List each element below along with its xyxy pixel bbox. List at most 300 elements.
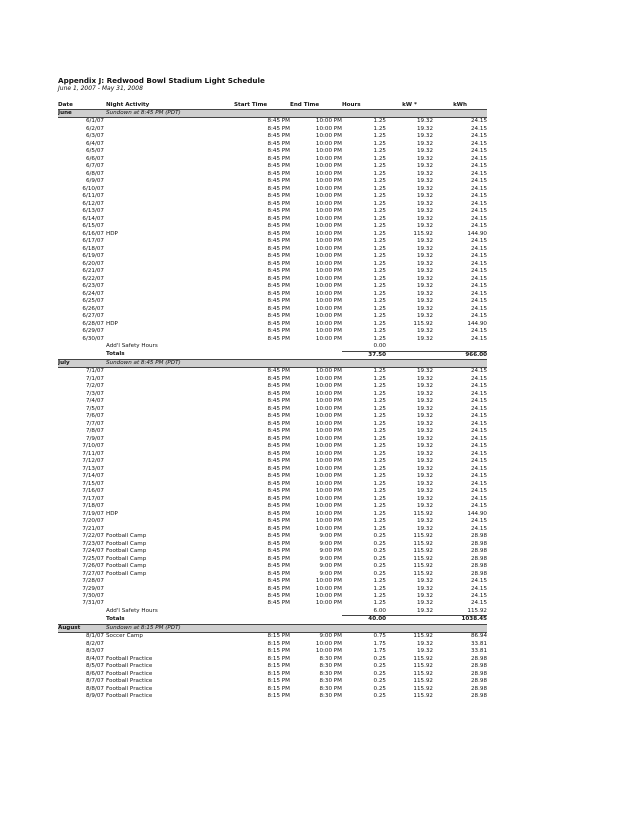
end-time-cell: 10:00 PM <box>315 585 342 592</box>
activity-cell <box>106 436 234 443</box>
totals-label: Totals <box>106 616 125 623</box>
hours-cell: 1.25 <box>373 420 386 427</box>
start-time-cell: 8:45 PM <box>267 585 290 592</box>
end-time-cell: 10:00 PM <box>315 208 342 215</box>
kw-cell: 19.32 <box>416 305 433 312</box>
activity-cell <box>106 578 234 585</box>
kwh-cell: 24.15 <box>470 600 487 607</box>
end-time-cell: 10:00 PM <box>315 298 342 305</box>
kw-cell: 115.92 <box>413 540 433 547</box>
table-row <box>58 466 487 473</box>
start-time-cell: 8:45 PM <box>267 413 290 420</box>
end-time-cell: 10:00 PM <box>315 313 342 320</box>
end-time-cell: 10:00 PM <box>315 420 342 427</box>
kwh-cell: 24.15 <box>470 155 487 162</box>
hours-cell: 1.25 <box>373 328 386 335</box>
end-time-cell: 10:00 PM <box>315 223 342 230</box>
table-row <box>58 578 487 585</box>
activity-cell <box>106 406 234 413</box>
activity-cell: Football Camp <box>106 555 147 562</box>
activity-cell <box>106 473 234 480</box>
start-time-cell: 8:45 PM <box>267 510 290 517</box>
table-row <box>58 663 487 670</box>
date-cell: 6/28/07 <box>82 320 104 327</box>
kwh-cell: 24.15 <box>470 420 487 427</box>
end-time-cell: 10:00 PM <box>315 260 342 267</box>
table-row <box>58 436 487 443</box>
kw-cell: 19.32 <box>416 163 433 170</box>
kwh-cell: 24.15 <box>470 238 487 245</box>
kwh-cell: 24.15 <box>470 125 487 132</box>
date-cell: 7/3/07 <box>85 390 104 397</box>
activity-cell <box>106 223 234 230</box>
hours-cell: 1.25 <box>373 525 386 532</box>
start-time-cell: 8:45 PM <box>267 533 290 540</box>
kwh-cell: 144.90 <box>467 230 487 237</box>
hours-cell: 1.25 <box>373 245 386 252</box>
table-row <box>58 223 487 230</box>
table-row <box>58 541 487 548</box>
activity-cell <box>106 156 234 163</box>
hours-cell: 0.00 <box>373 343 386 350</box>
activity-cell <box>106 593 234 600</box>
date-cell: 6/11/07 <box>82 193 104 200</box>
end-time-cell: 10:00 PM <box>315 518 342 525</box>
activity-cell <box>106 283 234 290</box>
kw-cell: 19.32 <box>416 170 433 177</box>
kw-cell: 19.32 <box>416 223 433 230</box>
kwh-cell: 24.15 <box>470 170 487 177</box>
hours-cell: 1.25 <box>373 368 386 375</box>
start-time-cell: 8:15 PM <box>267 670 290 677</box>
date-cell: 6/25/07 <box>82 298 104 305</box>
table-row <box>58 421 487 428</box>
table-row <box>58 313 487 320</box>
kw-cell: 19.32 <box>416 133 433 140</box>
kw-cell: 19.32 <box>416 290 433 297</box>
kw-cell: 19.32 <box>416 413 433 420</box>
table-row <box>58 383 487 390</box>
hours-cell: 1.25 <box>373 428 386 435</box>
date-cell: 7/27/07 <box>82 570 104 577</box>
totals-kwh: 966.00 <box>433 351 487 359</box>
hours-cell: 0.25 <box>373 663 386 670</box>
kwh-cell: 24.15 <box>470 368 487 375</box>
table-row <box>58 678 487 685</box>
date-cell: 7/24/07 <box>82 548 104 555</box>
table-row <box>58 428 487 435</box>
start-time-cell: 8:45 PM <box>267 245 290 252</box>
hours-cell: 1.25 <box>373 163 386 170</box>
table-row <box>58 686 487 693</box>
date-cell: 6/20/07 <box>82 260 104 267</box>
table-row <box>58 633 487 641</box>
activity-cell <box>106 238 234 245</box>
end-time-cell: 10:00 PM <box>315 503 342 510</box>
kw-cell: 19.32 <box>416 208 433 215</box>
table-row <box>58 451 487 458</box>
activity-cell <box>106 268 234 275</box>
end-time-cell: 10:00 PM <box>315 435 342 442</box>
kw-cell: 115.92 <box>413 510 433 517</box>
kw-cell: 19.32 <box>416 648 433 655</box>
end-time-cell: 10:00 PM <box>315 383 342 390</box>
end-time-cell: 10:00 PM <box>315 290 342 297</box>
hours-cell: 1.25 <box>373 405 386 412</box>
end-time-cell: 10:00 PM <box>315 185 342 192</box>
hours-cell: 1.25 <box>373 375 386 382</box>
start-time-cell: 8:45 PM <box>267 578 290 585</box>
start-time-cell <box>234 343 290 351</box>
activity-cell <box>106 163 234 170</box>
table-row <box>58 368 487 376</box>
start-time-cell: 8:45 PM <box>267 428 290 435</box>
kw-cell: 115.92 <box>413 570 433 577</box>
start-time-cell: 8:45 PM <box>267 450 290 457</box>
kwh-cell: 24.15 <box>470 283 487 290</box>
hours-cell: 0.25 <box>373 555 386 562</box>
table-row <box>58 503 487 510</box>
table-row <box>58 458 487 465</box>
activity-cell <box>106 148 234 155</box>
hours-cell: 1.25 <box>373 313 386 320</box>
end-time-cell: 10:00 PM <box>315 163 342 170</box>
hours-cell: 1.25 <box>373 480 386 487</box>
totals-row <box>58 616 487 624</box>
end-time-cell: 10:00 PM <box>315 390 342 397</box>
activity-cell: Football Camp <box>106 533 147 540</box>
end-time-cell: 10:00 PM <box>315 155 342 162</box>
kw-cell: 19.32 <box>416 238 433 245</box>
activity-cell: Football Practice <box>106 685 153 692</box>
kwh-cell: 24.15 <box>470 260 487 267</box>
kw-cell: 115.92 <box>413 633 433 640</box>
end-time-cell: 10:00 PM <box>315 140 342 147</box>
start-time-cell: 8:15 PM <box>267 685 290 692</box>
activity-cell <box>106 496 234 503</box>
date-cell: 6/5/07 <box>85 148 104 155</box>
table-row <box>58 518 487 525</box>
hours-cell: 1.25 <box>373 260 386 267</box>
table-row <box>58 268 487 275</box>
kwh-cell: 28.98 <box>470 678 487 685</box>
kw-cell: 19.32 <box>416 245 433 252</box>
table-row <box>58 253 487 260</box>
hours-cell: 1.25 <box>373 283 386 290</box>
kwh-cell: 24.15 <box>470 305 487 312</box>
kw-cell: 115.92 <box>413 693 433 700</box>
kwh-cell: 24.15 <box>470 518 487 525</box>
kwh-cell: 28.98 <box>470 693 487 700</box>
start-time-cell: 8:15 PM <box>267 648 290 655</box>
start-time-cell: 8:45 PM <box>267 495 290 502</box>
kw-cell: 115.92 <box>413 533 433 540</box>
start-time-cell <box>234 608 290 616</box>
date-cell: 7/8/07 <box>85 428 104 435</box>
date-cell: 8/3/07 <box>85 648 104 655</box>
hours-cell: 0.25 <box>373 685 386 692</box>
hours-cell: 0.25 <box>373 570 386 577</box>
kw-cell: 19.32 <box>416 518 433 525</box>
activity-cell <box>106 383 234 390</box>
start-time-cell: 8:45 PM <box>267 260 290 267</box>
table-row <box>58 201 487 208</box>
end-time-cell: 10:00 PM <box>315 443 342 450</box>
kw-cell: 115.92 <box>413 555 433 562</box>
hours-cell: 1.25 <box>373 223 386 230</box>
table-row <box>58 563 487 570</box>
activity-cell <box>106 306 234 313</box>
kw-cell: 19.32 <box>416 593 433 599</box>
date-cell: 6/4/07 <box>85 140 104 147</box>
activity-cell: Football Camp <box>106 548 147 555</box>
activity-cell <box>106 503 234 510</box>
section-month: June <box>58 110 106 118</box>
date-cell: 6/19/07 <box>82 253 104 260</box>
kw-cell: 115.92 <box>413 655 433 662</box>
date-cell: 7/18/07 <box>82 503 104 510</box>
kwh-cell: 28.98 <box>470 555 487 562</box>
kwh-cell: 24.15 <box>470 405 487 412</box>
hours-cell: 1.25 <box>373 193 386 200</box>
date-cell: 6/16/07 <box>82 230 104 237</box>
end-time-cell: 10:00 PM <box>315 215 342 222</box>
date-cell: 7/7/07 <box>85 420 104 427</box>
table-row <box>58 488 487 495</box>
start-time-cell: 8:45 PM <box>267 118 290 125</box>
end-time-cell: 9:00 PM <box>319 633 342 640</box>
activity-cell: Add'l Safety Hours <box>106 343 158 350</box>
start-time-cell: 8:15 PM <box>267 640 290 647</box>
date-cell: 7/25/07 <box>82 555 104 562</box>
kw-cell: 19.32 <box>416 443 433 450</box>
date-cell: 6/21/07 <box>82 268 104 275</box>
hours-cell: 1.25 <box>373 495 386 502</box>
totals-hours: 40.00 <box>342 616 386 624</box>
table-row <box>58 126 487 133</box>
activity-cell: HDP <box>106 510 118 517</box>
kw-cell: 19.32 <box>416 155 433 162</box>
hours-cell: 0.25 <box>373 533 386 540</box>
kw-cell: 19.32 <box>416 313 433 320</box>
activity-cell: Soccer Camp <box>106 633 143 640</box>
kwh-cell: 24.15 <box>470 375 487 382</box>
end-time-cell: 10:00 PM <box>315 170 342 177</box>
hours-cell: 1.25 <box>373 488 386 495</box>
hours-cell: 1.25 <box>373 443 386 450</box>
activity-cell <box>106 216 234 223</box>
hours-cell: 1.25 <box>373 473 386 480</box>
hours-cell: 0.25 <box>373 548 386 555</box>
end-time-cell: 10:00 PM <box>315 253 342 260</box>
end-time-cell <box>290 608 342 616</box>
kwh-cell: 24.15 <box>470 585 487 592</box>
activity-cell: Football Camp <box>106 563 147 570</box>
hours-cell: 0.25 <box>373 655 386 662</box>
kwh-cell: 144.90 <box>467 510 487 517</box>
table-row <box>58 186 487 193</box>
table-row <box>58 231 487 238</box>
activity-cell <box>106 641 234 648</box>
kwh-cell: 86.94 <box>470 633 487 640</box>
kwh-cell: 24.15 <box>470 525 487 532</box>
column-header-activity: Night Activity <box>106 101 234 110</box>
start-time-cell: 8:45 PM <box>267 405 290 412</box>
kw-cell: 115.92 <box>413 663 433 670</box>
table-row <box>58 246 487 253</box>
date-cell: 7/12/07 <box>82 458 104 465</box>
kwh-cell <box>433 343 487 351</box>
start-time-cell: 8:45 PM <box>267 140 290 147</box>
activity-cell <box>106 368 234 376</box>
start-time-cell: 8:45 PM <box>267 133 290 140</box>
date-cell: 7/2/07 <box>85 383 104 390</box>
kw-cell: 19.32 <box>416 148 433 155</box>
start-time-cell: 8:45 PM <box>267 148 290 155</box>
kwh-cell: 28.98 <box>470 540 487 547</box>
date-cell: 8/1/07 <box>85 633 104 640</box>
kw-cell: 19.32 <box>416 585 433 592</box>
column-header-start-time: Start Time <box>234 101 290 110</box>
end-time-cell: 10:00 PM <box>315 578 342 585</box>
activity-cell <box>106 201 234 208</box>
kw-cell: 19.32 <box>416 390 433 397</box>
activity-cell <box>106 481 234 488</box>
start-time-cell: 8:15 PM <box>267 693 290 700</box>
kwh-cell: 24.15 <box>470 480 487 487</box>
empty-cell <box>386 351 433 359</box>
end-time-cell: 10:00 PM <box>315 268 342 275</box>
end-time-cell: 10:00 PM <box>315 405 342 412</box>
kw-cell: 19.32 <box>416 465 433 472</box>
kw-cell: 19.32 <box>416 260 433 267</box>
end-time-cell: 10:00 PM <box>315 368 342 375</box>
kw-cell: 19.32 <box>416 178 433 185</box>
end-time-cell: 10:00 PM <box>315 320 342 327</box>
start-time-cell: 8:45 PM <box>267 320 290 327</box>
kwh-cell: 24.15 <box>470 148 487 155</box>
hours-cell: 0.25 <box>373 670 386 677</box>
date-cell: 6/6/07 <box>85 155 104 162</box>
end-time-cell: 10:00 PM <box>315 510 342 517</box>
table-row <box>58 133 487 140</box>
table-row <box>58 600 487 607</box>
table-row <box>58 586 487 593</box>
kw-cell: 19.32 <box>416 578 433 585</box>
activity-cell <box>106 458 234 465</box>
kwh-cell: 24.15 <box>470 133 487 140</box>
end-time-cell: 10:00 PM <box>315 398 342 405</box>
kw-cell: 115.92 <box>413 320 433 327</box>
date-cell: 7/28/07 <box>82 578 104 585</box>
end-time-cell: 10:00 PM <box>315 375 342 382</box>
section-header-row <box>58 359 487 367</box>
date-cell: 6/2/07 <box>85 125 104 132</box>
start-time-cell: 8:45 PM <box>267 548 290 555</box>
activity-cell: HDP <box>106 320 118 327</box>
kwh-cell: 28.98 <box>470 655 487 662</box>
date-cell: 6/7/07 <box>85 163 104 170</box>
activity-cell <box>106 171 234 178</box>
end-time-cell: 10:00 PM <box>315 488 342 495</box>
hours-cell: 1.25 <box>373 585 386 592</box>
date-cell: 8/6/07 <box>85 670 104 677</box>
column-header-kw: kW * <box>386 101 433 110</box>
kwh-cell: 24.15 <box>470 275 487 282</box>
kwh-cell: 28.98 <box>470 663 487 670</box>
table-row <box>58 118 487 126</box>
end-time-cell: 10:00 PM <box>315 328 342 335</box>
empty-cell <box>290 616 342 624</box>
activity-cell <box>106 328 234 335</box>
start-time-cell: 8:45 PM <box>267 435 290 442</box>
table-row <box>58 306 487 313</box>
kw-cell: 19.32 <box>416 420 433 427</box>
date-cell: 6/17/07 <box>82 238 104 245</box>
hours-cell: 1.25 <box>373 435 386 442</box>
start-time-cell: 8:45 PM <box>267 600 290 607</box>
start-time-cell: 8:45 PM <box>267 503 290 510</box>
empty-cell <box>234 351 290 359</box>
end-time-cell: 10:00 PM <box>315 238 342 245</box>
date-cell: 6/29/07 <box>82 328 104 335</box>
hours-cell: 1.25 <box>373 185 386 192</box>
activity-cell <box>106 291 234 298</box>
start-time-cell: 8:45 PM <box>267 215 290 222</box>
hours-cell: 1.25 <box>373 200 386 207</box>
table-row <box>58 163 487 170</box>
kwh-cell: 24.15 <box>470 185 487 192</box>
date-cell: 7/11/07 <box>82 450 104 457</box>
start-time-cell: 8:45 PM <box>267 335 290 342</box>
date-cell: 6/8/07 <box>85 170 104 177</box>
start-time-cell: 8:45 PM <box>267 383 290 390</box>
hours-cell: 1.25 <box>373 458 386 465</box>
kwh-cell: 115.92 <box>467 607 487 614</box>
start-time-cell: 8:45 PM <box>267 563 290 570</box>
table-row <box>58 193 487 200</box>
end-time-cell: 9:00 PM <box>319 555 342 562</box>
hours-cell: 1.25 <box>373 335 386 342</box>
activity-cell: HDP <box>106 230 118 237</box>
hours-cell: 1.25 <box>373 125 386 132</box>
start-time-cell: 8:45 PM <box>267 375 290 382</box>
end-time-cell: 8:30 PM <box>319 693 342 700</box>
kwh-cell: 24.15 <box>470 450 487 457</box>
activity-cell <box>106 313 234 320</box>
kw-cell: 19.32 <box>416 125 433 132</box>
table-row <box>58 398 487 405</box>
date-cell: 6/14/07 <box>82 215 104 222</box>
date-cell: 7/15/07 <box>82 480 104 487</box>
kwh-cell: 24.15 <box>470 208 487 215</box>
end-time-cell: 10:00 PM <box>315 495 342 502</box>
date-cell: 7/13/07 <box>82 465 104 472</box>
kwh-cell: 24.15 <box>470 578 487 585</box>
kwh-cell: 28.98 <box>470 533 487 540</box>
start-time-cell: 8:45 PM <box>267 443 290 450</box>
kw-cell: 19.32 <box>416 268 433 275</box>
totals-kwh: 1038.45 <box>433 616 487 624</box>
end-time-cell: 10:00 PM <box>315 118 342 125</box>
kw-cell: 19.32 <box>416 383 433 390</box>
end-time-cell: 10:00 PM <box>315 648 342 655</box>
table-row <box>58 156 487 163</box>
hours-cell: 1.25 <box>373 383 386 390</box>
date-cell: 8/4/07 <box>85 655 104 662</box>
kw-cell: 19.32 <box>416 488 433 495</box>
start-time-cell: 8:45 PM <box>267 223 290 230</box>
